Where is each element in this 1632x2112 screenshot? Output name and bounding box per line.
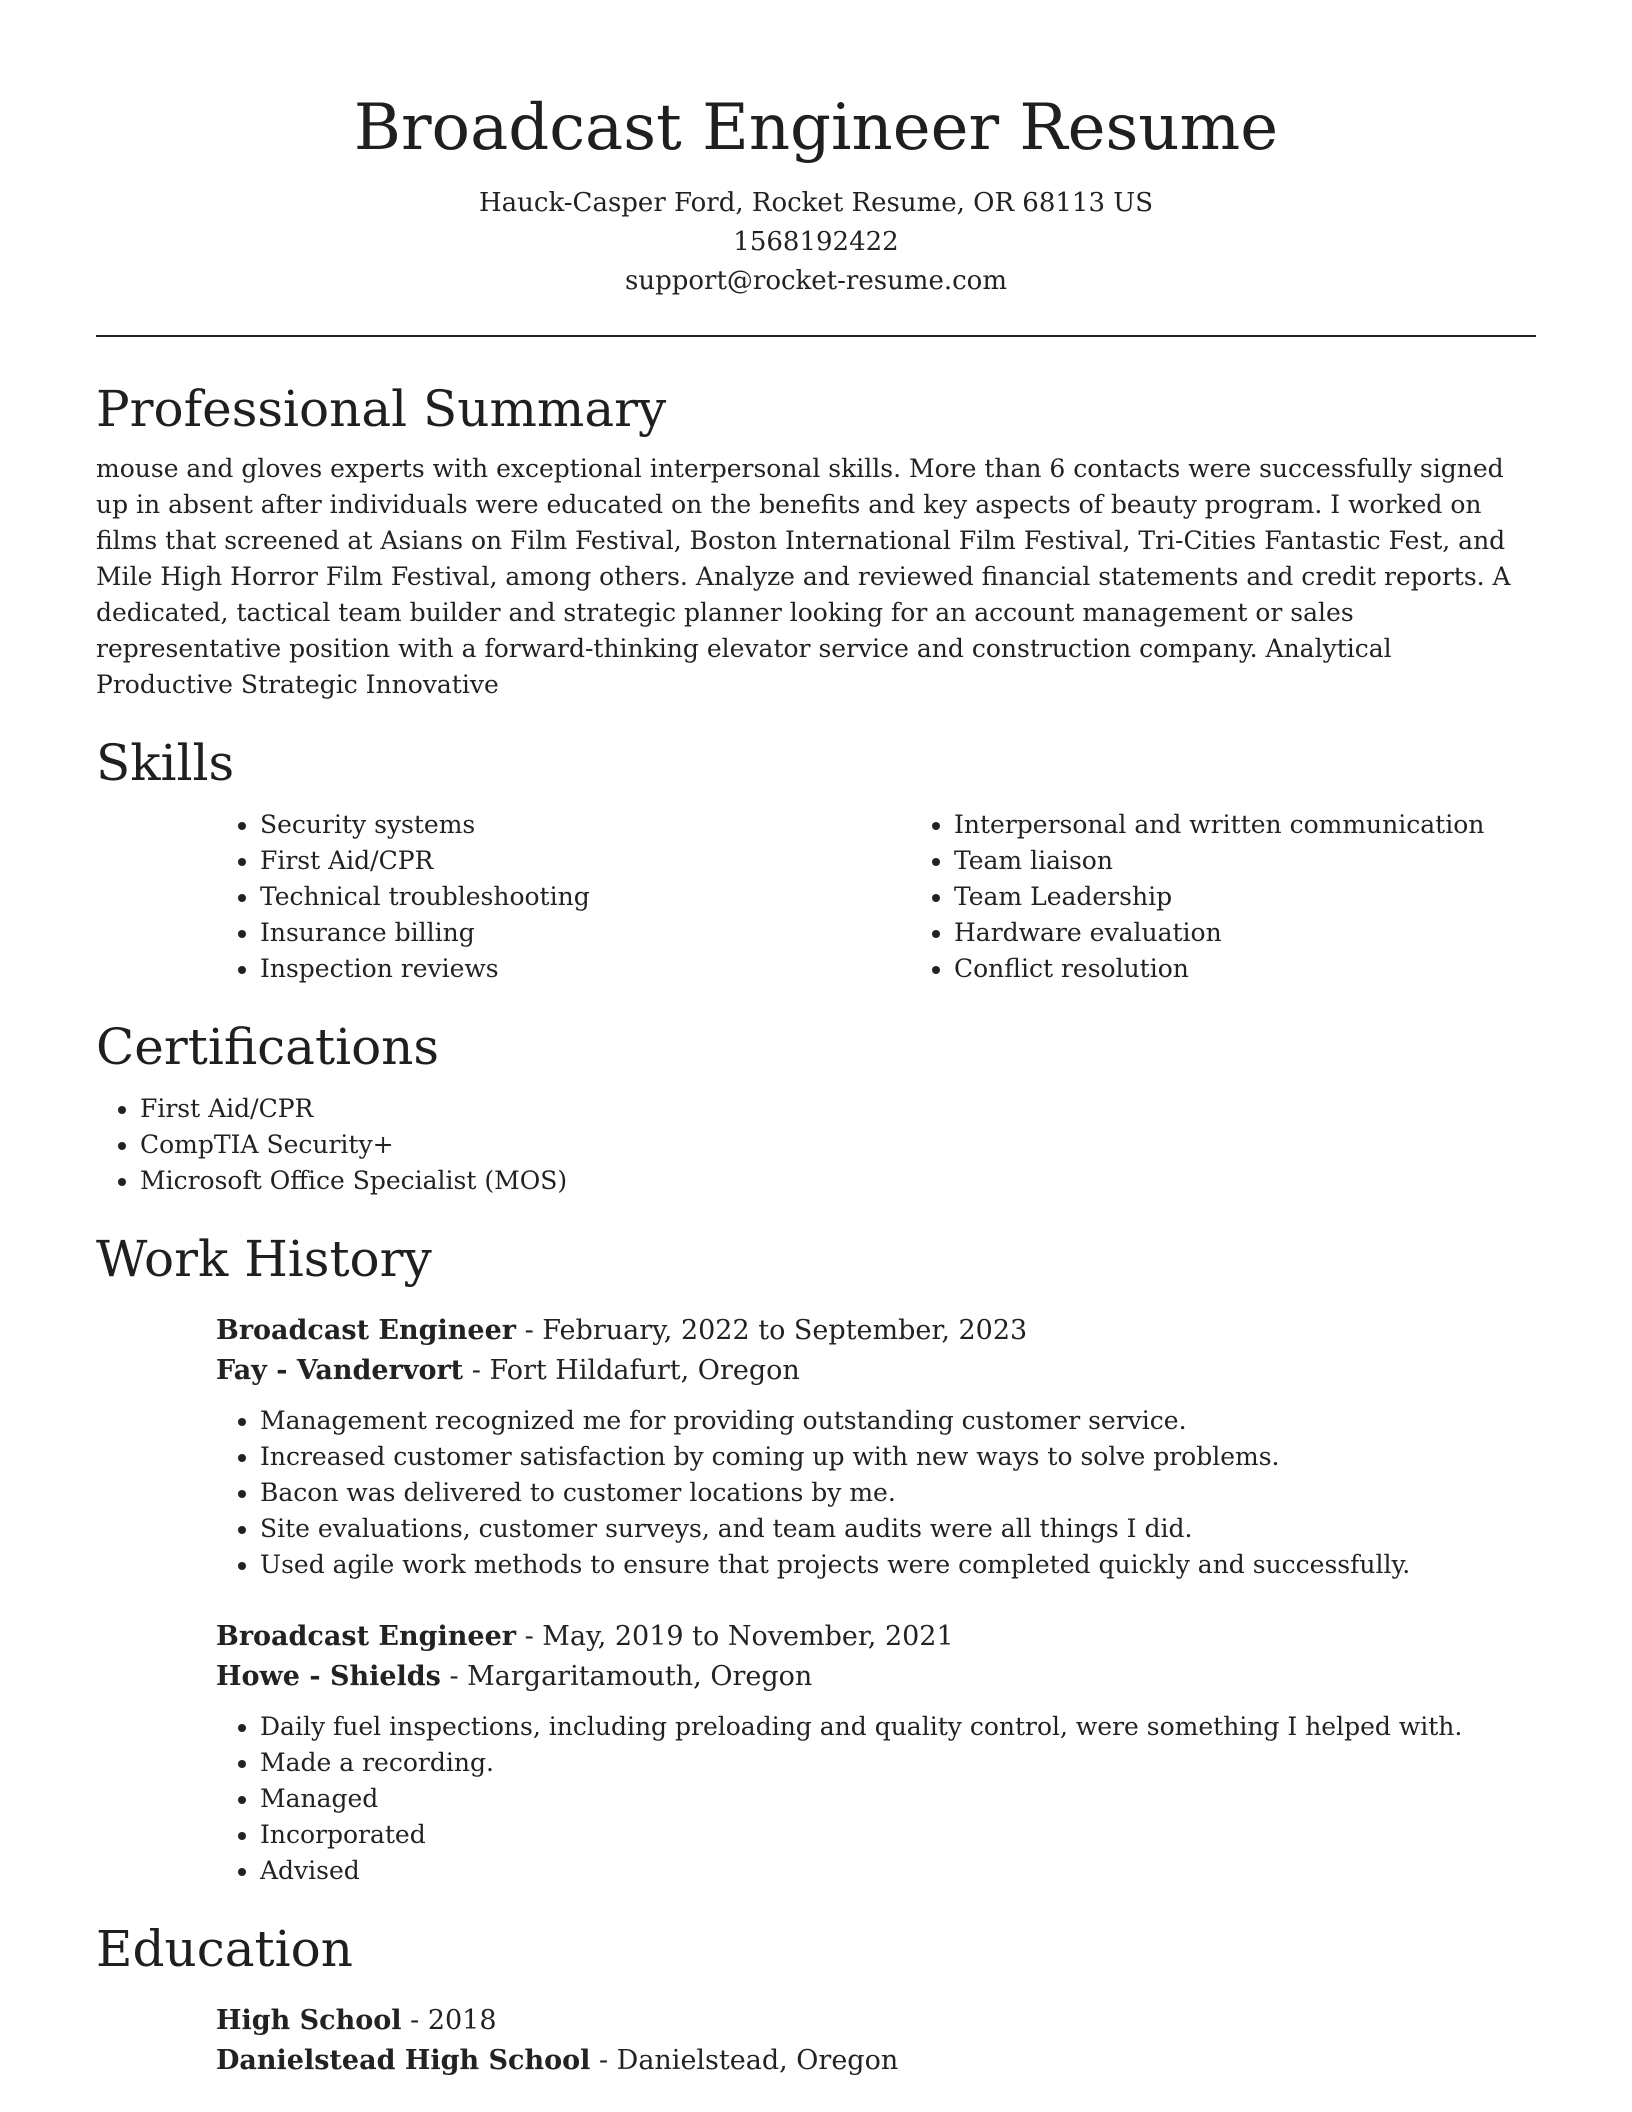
job-location: Fort Hildafurt, Oregon xyxy=(489,1355,800,1386)
skills-section xyxy=(96,731,1536,987)
education-year: 2018 xyxy=(427,2005,497,2036)
summary-text: mouse and gloves experts with exceptional interpersonal skills. More than 6 contacts were successfully signed up in absent after individuals were educated on the benefits and key aspects of beauty program. I worked on films that screened at Asians on Film Festival, Boston International Film Festival, Tri-Cities Fantastic Fest, and Mile High Horror Film Festival, among others. Analyze and reviewed financial statements and credit reports. A dedicated, tactical team builder and strategic planner looking for an account management or sales representative position with a forward-thinking elevator service and construction company. Analytical Productive Strategic Innovative xyxy=(96,454,1511,699)
job-employer-line xyxy=(216,1351,1536,1391)
certifications-list xyxy=(96,1091,1536,1199)
job-bullet: • Managed xyxy=(260,1781,1536,1817)
education-school-line xyxy=(216,2041,1536,2081)
job-bullet: • Incorporated xyxy=(260,1817,1536,1853)
job-bullet: • Daily fuel inspections, including preloading and quality control, were something I helped with. xyxy=(260,1709,1536,1745)
skill-item: • First Aid/CPR xyxy=(260,843,910,879)
skills-list-right xyxy=(910,807,1484,987)
work-history-section xyxy=(96,1227,1536,1889)
job-bullets xyxy=(96,1403,1536,1583)
contact-address: Hauck-Casper Ford, Rocket Resume, OR 68113 US xyxy=(478,188,1154,218)
job-bullet: • Management recognized me for providing outstanding customer service. xyxy=(260,1403,1536,1439)
job-title: Broadcast Engineer xyxy=(216,1315,516,1346)
education-degree: High School xyxy=(216,2005,402,2036)
header-divider xyxy=(96,335,1536,337)
skills-heading: Skills xyxy=(96,734,235,792)
skill-item: • Team liaison xyxy=(954,843,1484,879)
skill-item: • Interpersonal and written communication xyxy=(954,807,1484,843)
skill-item: • Inspection reviews xyxy=(260,951,910,987)
skill-item: • Technical troubleshooting xyxy=(260,879,910,915)
certification-item: • Microsoft Office Specialist (MOS) xyxy=(140,1163,1536,1199)
education-location: Danielstead, Oregon xyxy=(616,2045,899,2076)
resume-title: Broadcast Engineer Resume xyxy=(353,91,1279,165)
job-bullet: • Made a recording. xyxy=(260,1745,1536,1781)
skill-item: • Team Leadership xyxy=(954,879,1484,915)
job-bullet: • Bacon was delivered to customer locations by me. xyxy=(260,1475,1536,1511)
certifications-section xyxy=(96,1015,1536,1199)
job-employer-line xyxy=(216,1657,1536,1697)
skills-grid xyxy=(216,807,1536,987)
resume-header xyxy=(96,0,1536,301)
contact-block xyxy=(96,184,1536,301)
job-entry xyxy=(216,1311,1536,1583)
separator: - xyxy=(516,1621,543,1652)
job-dates: February, 2022 to September, 2023 xyxy=(542,1315,1028,1346)
work-history-heading: Work History xyxy=(96,1230,432,1288)
skill-item: • Insurance billing xyxy=(260,915,910,951)
certification-item: • First Aid/CPR xyxy=(140,1091,1536,1127)
separator: - xyxy=(516,1315,543,1346)
separator: - xyxy=(463,1355,490,1386)
job-dates: May, 2019 to November, 2021 xyxy=(542,1621,954,1652)
contact-email: support@rocket-resume.com xyxy=(624,266,1007,296)
skills-list-left xyxy=(216,807,910,987)
skill-item: • Hardware evaluation xyxy=(954,915,1484,951)
job-bullet: • Advised xyxy=(260,1853,1536,1889)
skill-item: • Security systems xyxy=(260,807,910,843)
education-section xyxy=(96,1917,1536,2081)
separator: - xyxy=(401,2005,428,2036)
summary-heading: Professional Summary xyxy=(96,380,667,438)
job-entry xyxy=(216,1617,1536,1889)
job-bullet: • Used agile work methods to ensure that projects were completed quickly and successfully. xyxy=(260,1547,1536,1583)
contact-phone: 1568192422 xyxy=(733,227,899,257)
certification-item: • CompTIA Security+ xyxy=(140,1127,1536,1163)
education-degree-line xyxy=(216,2001,1536,2041)
job-bullet: • Site evaluations, customer surveys, and team audits were all things I did. xyxy=(260,1511,1536,1547)
summary-section xyxy=(96,377,1536,703)
job-company: Howe - Shields xyxy=(216,1661,441,1692)
education-entry xyxy=(216,2001,1536,2081)
certifications-heading: Certifications xyxy=(96,1018,440,1076)
job-title-line xyxy=(216,1617,1536,1657)
separator: - xyxy=(590,2045,617,2076)
job-bullets xyxy=(96,1709,1536,1889)
job-bullet: • Increased customer satisfaction by coming up with new ways to solve problems. xyxy=(260,1439,1536,1475)
job-title: Broadcast Engineer xyxy=(216,1621,516,1652)
education-school: Danielstead High School xyxy=(216,2045,591,2076)
job-title-line xyxy=(216,1311,1536,1351)
job-company: Fay - Vandervort xyxy=(216,1355,464,1386)
education-heading: Education xyxy=(96,1920,353,1978)
job-location: Margaritamouth, Oregon xyxy=(467,1661,813,1692)
skill-item: • Conflict resolution xyxy=(954,951,1484,987)
separator: - xyxy=(440,1661,468,1692)
